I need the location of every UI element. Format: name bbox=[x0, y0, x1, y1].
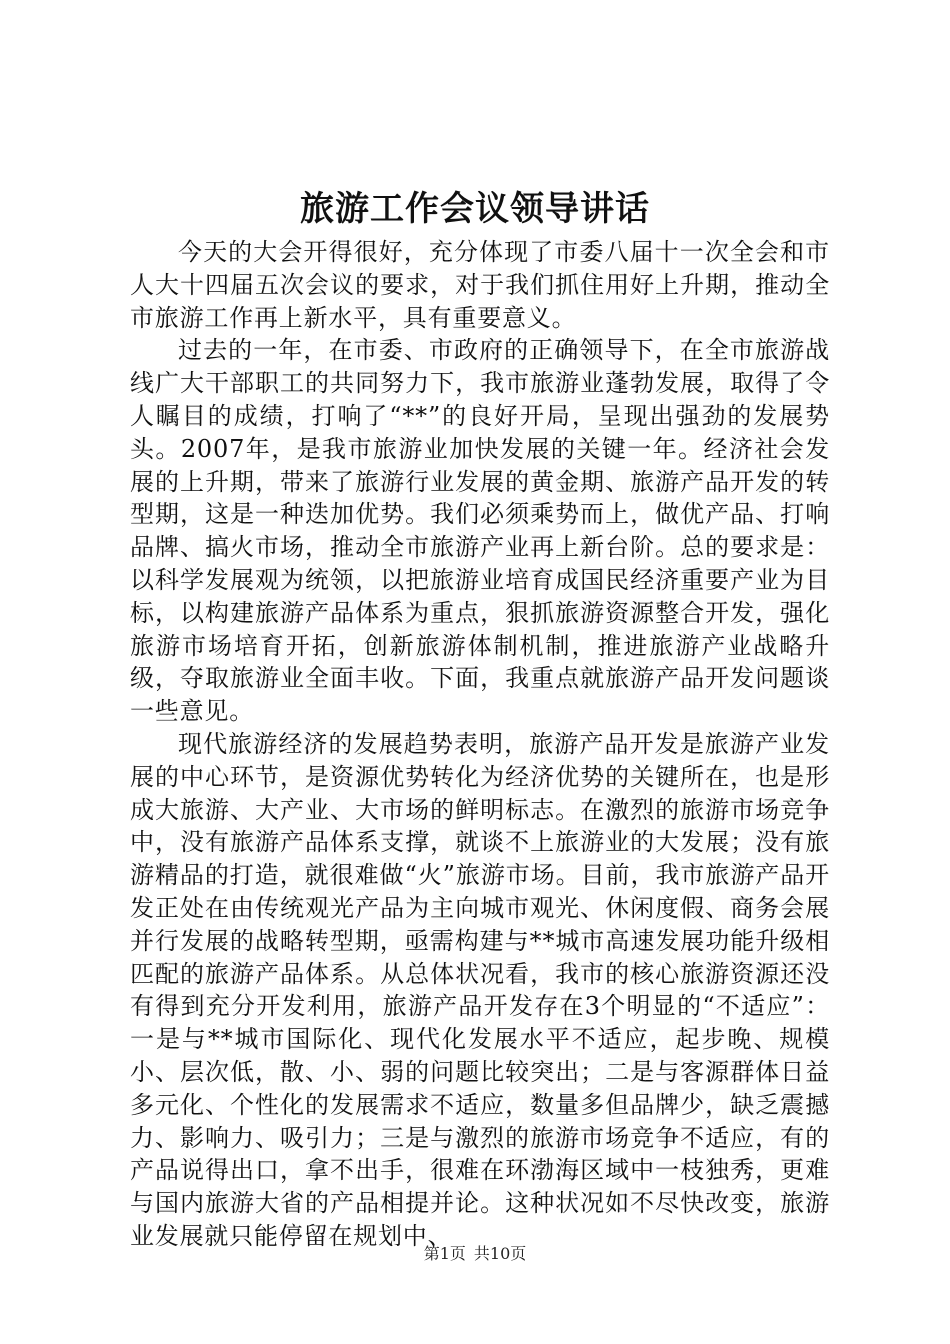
paragraph-2: 过去的一年，在市委、市政府的正确领导下，在全市旅游战线广大干部职工的共同努力下，我市旅游业蓬勃发展，取得了令人瞩目的成绩，打响了“**”的良好开局，呈现出强劲的发展势头。2007年，是我市旅游业加快发展的关键一年。经济社会发展的上升期，带来了旅游行业发展的黄金期、旅游产品开发的转型期，这是一种迭加优势。我们必须乘势而上，做优产品、打响品牌、搞火市场，推动全市旅游产业再上新台阶。总的要求是：以科学发展观为统领，以把旅游业培育成国民经济重要产业为目标，以构建旅游产品体系为重点，狠抓旅游资源整合开发，强化旅游市场培育开拓，创新旅游体制机制，推进旅游产业战略升级，夺取旅游业全面丰收。下面，我重点就旅游产品开发问题谈一些意见。 bbox=[130, 336, 830, 726]
document-title: 旅游工作会议领导讲话 bbox=[300, 189, 650, 229]
page-footer bbox=[0, 1243, 950, 1265]
paragraph-1: 今天的大会开得很好，充分体现了市委八届十一次全会和市人大十四届五次会议的要求，对于我们抓住用好上升期，推动全市旅游工作再上新水平，具有重要意义。 bbox=[130, 238, 830, 332]
page-total: 共10页 bbox=[473, 1244, 527, 1263]
document-body bbox=[130, 236, 830, 1253]
paragraph-3: 现代旅游经济的发展趋势表明，旅游产品开发是旅游产业发展的中心环节，是资源优势转化为经济优势的关键所在，也是形成大旅游、大产业、大市场的鲜明标志。在激烈的旅游市场竞争中，没有旅游产品体系支撑，就谈不上旅游业的大发展；没有旅游精品的打造，就很难做“火”旅游市场。目前，我市旅游产品开发正处在由传统观光产品为主向城市观光、休闲度假、商务会展并行发展的战略转型期，亟需构建与**城市高速发展功能升级相匹配的旅游产品体系。从总体状况看，我市的核心旅游资源还没有得到充分开发利用，旅游产品开发存在3个明显的“不适应”：一是与**城市国际化、现代化发展水平不适应，起步晚、规模小、层次低，散、小、弱的问题比较突出；二是与客源群体日益多元化、个性化的发展需求不适应，数量多但品牌少，缺乏震撼力、影响力、吸引力；三是与激烈的旅游市场竞争不适应，有的产品说得出口，拿不出手，很难在环渤海区域中一枝独秀，更难与国内旅游大省的产品相提并论。这种状况如不尽快改变，旅游业发展就只能停留在规划中、 bbox=[130, 729, 830, 1250]
page-number: 第1页 bbox=[423, 1244, 466, 1263]
